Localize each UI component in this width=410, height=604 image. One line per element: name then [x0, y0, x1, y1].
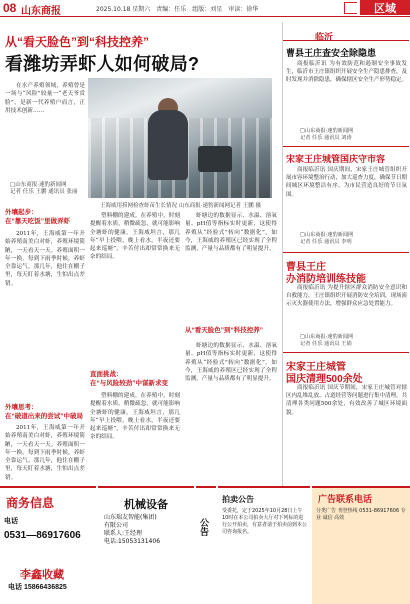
rule — [283, 252, 409, 253]
brief-4-title-1: 宋家王庄城管 — [286, 362, 346, 373]
brief-3-title-2: 办消防培训练技能 — [286, 274, 366, 285]
page-number: 08 — [3, 1, 17, 15]
subhead-1: 外壤起步： 在“靠天吃饭”里做弄虾 — [5, 209, 70, 225]
region-decoration — [344, 2, 357, 14]
page-header — [0, 0, 410, 17]
article-kicker: 从“看天脸色”到“科技控养” — [5, 35, 150, 49]
ad-1-phone-label: 电话 — [4, 518, 18, 525]
article-credit: □山东商报·速豹新闻网 记者 任乐 王鹏 通讯员 张丽 — [10, 182, 78, 195]
article-headline: 看潍坊弄虾人如何破局? — [5, 54, 200, 74]
brief-1-body: 商报临沂讯 为有效防范和遏制安全事故发生，临沂市王庄镇组织开展安全生产隐患排查，及时发现并消除隐患，确保辖区安全生产形势稳定。 — [286, 61, 407, 84]
ad-2-text: 山东瑞友智能(集团) 有限公司 联系人:王经理 电话:15053131406 — [104, 514, 161, 545]
ad-business-info[interactable] — [0, 486, 96, 604]
brief-1-title: 曹县王庄查安全除隐患 — [286, 48, 377, 58]
location-label: 临沂 — [315, 32, 334, 42]
photo-caption: 王海威用捞网检查虾苗生长情况 山东商报·速豹新闻网记者 王鹏 摄 — [100, 203, 261, 209]
section-region: 区域 — [360, 0, 410, 15]
ad-1-title: 商务信息 — [6, 496, 55, 510]
subhead-4: 从“看天脸色”到“科技控养” — [185, 327, 263, 334]
brief-1-credit: □山东商报·速豹新闻网 记者 任乐 通讯员 刘涛 — [300, 128, 354, 141]
rule — [283, 40, 409, 41]
article-body-col3b: 虾塘边的数据显示，水温、溶氧量、pH值等指标实时更新，这使得养殖从“经验式”转向“数据化”。如今，王海威的养殖区已经实现了全程监测，产量与品质都有了明显提升。 — [185, 343, 277, 383]
article-photo — [88, 78, 272, 198]
brief-3-title-1: 曹县王庄 — [286, 262, 326, 273]
brief-2-body: 商报临沂讯 国庆期间，宋家王庄城管组织开展市容环境整治行动，加大巡查力度，确保节日期间城区环境整洁有序，为市民营造良好的节日氛围。 — [286, 167, 407, 198]
ad-machinery[interactable] — [98, 486, 194, 604]
subhead-2: 外壤思考： 在“破道出来的尝试”中破局 — [5, 404, 83, 420]
ad-5-text: 分类广告 刊登热线 0531-86917606 专业 诚信 高效 — [316, 508, 406, 521]
rule — [283, 146, 409, 147]
ad-notice — [196, 486, 216, 604]
ad-1-phone2: 电话 15866436825 — [8, 584, 67, 591]
brief-4-title-2: 国庆清理500余处 — [286, 374, 363, 385]
bucket — [198, 146, 232, 172]
ad-4-title: 拍卖公告 — [222, 495, 254, 504]
article-intro: 在水产养殖领域，养殖曾是一场与“风险”较量一“老天爷赏脸”，是新一代养殖户而言，正用技术创新…… — [5, 83, 85, 114]
ad-3-title: 公告 — [199, 518, 209, 536]
ad-4-text: 受委托，定于2025年10月28日上午10时在本公司拍卖大厅对下列标的进行公开拍卖，有意者请于拍卖前到本公司咨询报名。 — [222, 508, 308, 535]
issue-meta: 2025.10.18 星期六 责编：任乐 组版：刘星 审读：徐华 — [96, 6, 259, 13]
subhead-3: 直面挑战： 在“与风险较劲”中谋新求变 — [90, 371, 168, 387]
ad-1-phone: 0531—86917606 — [4, 530, 81, 541]
ad-contact[interactable] — [312, 486, 410, 604]
paper-name: 山东商报 — [21, 6, 61, 17]
ad-5-title: 广告联系电话 — [318, 494, 373, 504]
ad-1-name: 李鑫收藏 — [20, 569, 64, 581]
article-body-col2b: 塑料棚的建成。在养殖中，时刻提醒着水质，稍微疏忽，就可能影响全塘虾的健康。王海威坦言，那几年“早上投喂、晚上看水，半夜还要起来巡塘”，辛苦付出却常常换来无奈的结局。 — [90, 393, 180, 441]
farmer-figure — [148, 110, 188, 180]
ad-auction[interactable] — [218, 486, 310, 604]
brief-3-credit: □山东商报·速豹新闻网 记者 任乐 通讯员 王娟 — [300, 334, 354, 347]
ad-2-title: 机械设备 — [124, 499, 168, 511]
article-body-col2: 塑料棚的建成。在养殖中，时刻提醒着水质，稍微疏忽，就可能影响全塘虾的健康。王海威坦言，那几年“早上投喂、晚上看水，半夜还要起来巡塘”，辛苦付出却常常换来无奈的结局。 — [90, 213, 180, 261]
article-body-col3: 虾塘边的数据显示，水温、溶氧量、pH值等指标实时更新，这使得养殖从“经验式”转向“数据化”。如今，王海威的养殖区已经实现了全程监测，产量与品质都有了明显提升。 — [185, 213, 277, 253]
column-separator — [282, 22, 283, 488]
brief-3-body: 商报临沂讯 为提升辖区群众消防安全意识和自救能力，王庄镇组织开展消防安全培训，现场演示灭火器使用方法，增强群众应急处置能力。 — [286, 285, 407, 308]
brief-4-body: 商报临沂讯 国庆节期间，宋家王庄城管对辖区内乱堆乱放、占道经营等问题进行集中清理，共清理各类问题500余处，有效改善了城区环境面貌。 — [286, 385, 407, 416]
rule — [283, 352, 409, 353]
article-body-col1b: 2011年，王海威第一年开始养殖南美白对虾，养殖环境简陋，一天看天一天。养殖面积一年一换，每到下雨季时候，养虾全靠运气。那几年，他住在棚子里，每天盯着水塘，生怕出点差错。 — [5, 425, 85, 481]
brief-2-credit: □山东商报·速豹新闻网 记者 任乐 通讯员 李明 — [300, 232, 354, 245]
brief-2-title: 宋家王庄城管国庆守市容 — [286, 154, 386, 164]
article-body-col1: 2011年，王海威第一年开始养殖南美白对虾，养殖环境简陋，一天看天一天。养殖面积一年一换，每到下雨季时候，养虾全靠运气。那几年，他住在棚子里，每天盯着水塘，生怕出点差错。 — [5, 231, 85, 287]
